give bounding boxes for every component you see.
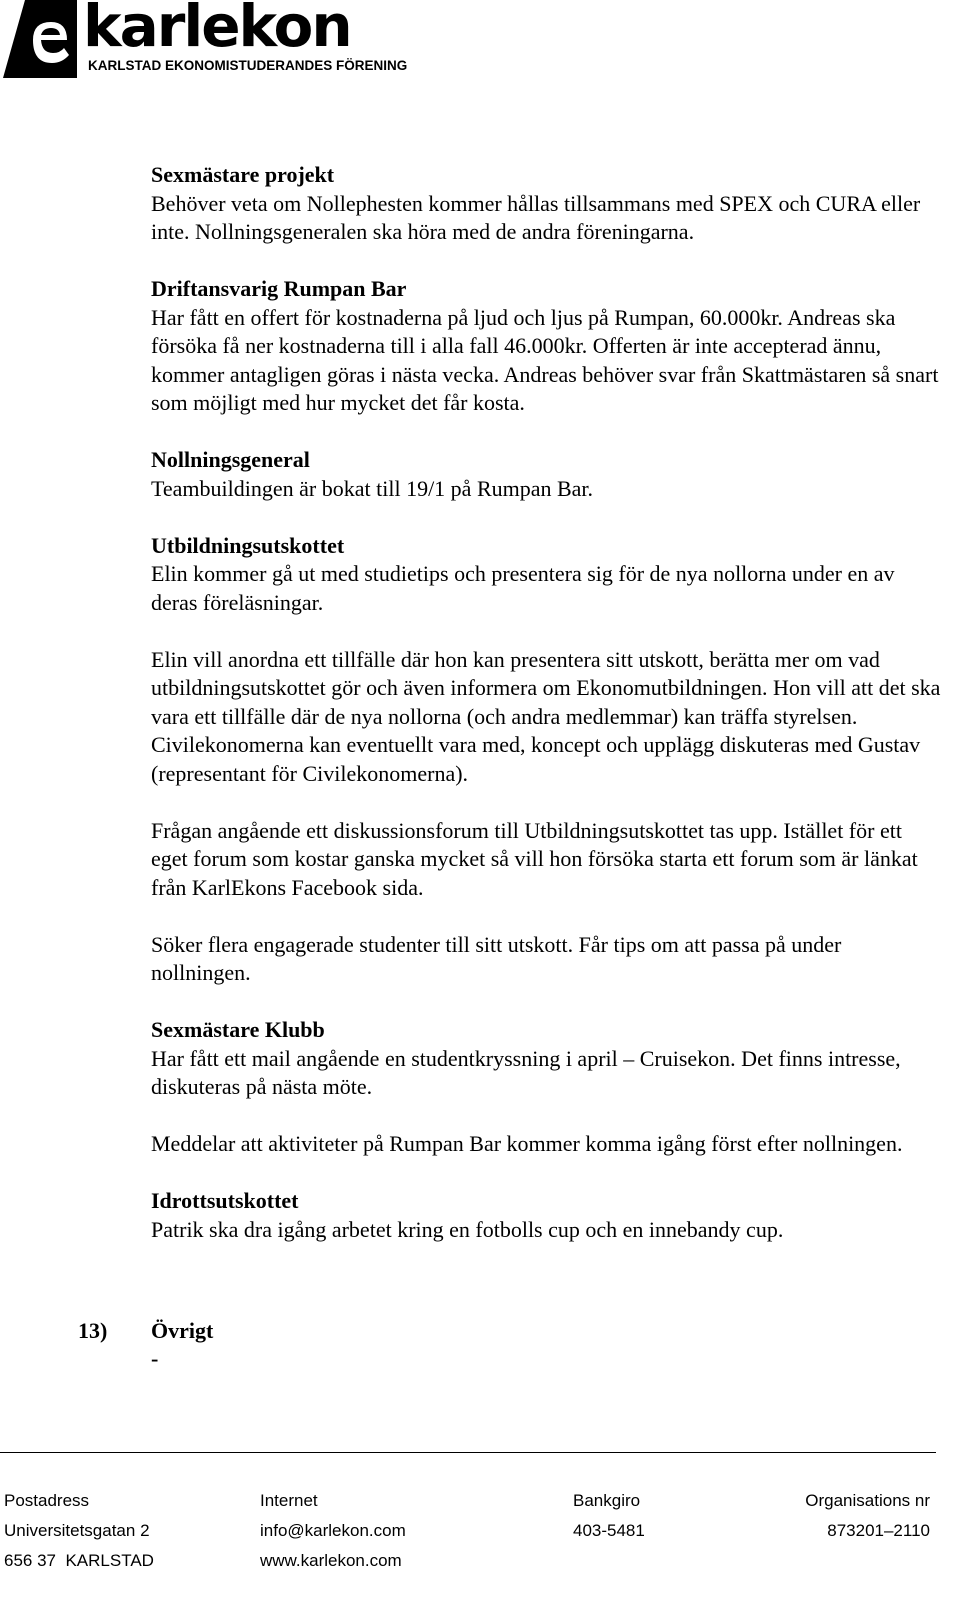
footer-org-label: Organisations nr xyxy=(805,1491,930,1510)
footer-bankgiro-value: 403-5481 xyxy=(573,1521,645,1540)
footer-postal xyxy=(4,1486,154,1576)
section-driftansvarig xyxy=(151,275,941,418)
logo-subtitle: KARLSTAD EKONOMISTUDERANDES FÖRENING xyxy=(88,58,408,73)
section-heading: Sexmästare projekt xyxy=(151,162,335,187)
section-heading: Sexmästare Klubb xyxy=(151,1017,325,1042)
footer-email-link[interactable]: info@karlekon.com xyxy=(260,1521,406,1540)
section-paragraph: Elin kommer gå ut med studietips och presentera sig för de nya nollorna under en av deras föreläsningar. xyxy=(151,561,895,615)
footer-divider xyxy=(0,1452,936,1453)
footer-postal-label: Postadress xyxy=(4,1491,90,1510)
footer-postal-line2: 656 37 KARLSTAD xyxy=(4,1551,154,1570)
section-paragraph: Teambuildingen är bokat till 19/1 på Rumpan Bar. xyxy=(151,475,594,501)
karlekon-logo xyxy=(3,0,408,80)
section-heading: Idrottsutskottet xyxy=(151,1188,299,1213)
footer-internet xyxy=(260,1486,406,1576)
footer-postal-line1: Universitetsgatan 2 xyxy=(4,1521,150,1540)
section-paragraph: Behöver veta om Nollephesten kommer hållas tillsammans med SPEX och CURA eller inte. Nollningsgeneralen ska höra med de andra föreningarna. xyxy=(151,190,921,244)
section-heading: Driftansvarig Rumpan Bar xyxy=(151,276,407,301)
footer-org xyxy=(805,1486,930,1546)
agenda-item-title: Övrigt xyxy=(151,1318,214,1343)
section-paragraph: Har fått ett mail angående en studentkryssning i april – Cruisekon. Det finns intresse, diskuteras på nästa möte. xyxy=(151,1045,901,1099)
footer-bankgiro-label: Bankgiro xyxy=(573,1491,641,1510)
section-heading: Nollningsgeneral xyxy=(151,447,310,472)
minutes-body xyxy=(151,161,941,1273)
section-paragraph: Elin vill anordna ett tillfälle där hon kan presentera sitt utskott, berätta mer om vad utbildningsutskottet gör och även informera om Ekonomutbildningen. Hon vill att det ska vara ett tillfälle där de nya nollorna (och andra medlemmar) kan träffa styrelsen. Civilekonomerna kan eventuellt vara med, koncept och upplägg diskuteras med Gustav (representant för Civilekonomerna). xyxy=(151,646,941,786)
section-paragraph: Har fått en offert för kostnaderna på ljud och ljus på Rumpan, 60.000kr. Andreas ska försöka få ner kostnaderna till i alla fall 46.000kr. Offerten är inte accepterad ännu, kommer antagligen göras i nästa vecka. Andreas behöver svar från Skattmästaren så snart som möjligt med hur mycket det får kosta. xyxy=(151,304,939,415)
section-paragraph: Meddelar att aktiviteter på Rumpan Bar kommer komma igång först efter nollningen. xyxy=(151,1131,903,1156)
footer-bankgiro xyxy=(573,1486,645,1546)
section-paragraph: Söker flera engagerade studenter till sitt utskott. Får tips om att passa på under nollningen. xyxy=(151,931,842,985)
section-paragraph: Frågan angående ett diskussionsforum till Utbildningsutskottet tas upp. Istället för ett eget forum som kostar ganska mycket så vill hon försöka starta ett forum som är länkat från KarlEkons Facebook sida. xyxy=(151,817,918,900)
section-nollningsgeneral xyxy=(151,446,941,503)
footer-website-link[interactable]: www.karlekon.com xyxy=(260,1551,402,1570)
agenda-item-content: - xyxy=(151,1346,159,1371)
section-utbildningsutskottet xyxy=(151,532,941,988)
logo-e-mark xyxy=(3,0,77,78)
footer-org-value: 873201–2110 xyxy=(827,1521,930,1540)
section-idrottsutskottet xyxy=(151,1187,941,1244)
section-paragraph: Patrik ska dra igång arbetet kring en fotbolls cup och en innebandy cup. xyxy=(151,1216,784,1242)
section-sexmastare-klubb xyxy=(151,1016,941,1159)
section-heading: Utbildningsutskottet xyxy=(151,532,345,558)
section-sexmastare-projekt xyxy=(151,161,941,247)
footer-internet-label: Internet xyxy=(260,1491,318,1510)
agenda-item-number: 13) xyxy=(78,1318,108,1343)
logo-wordmark: karlekon xyxy=(83,0,351,60)
